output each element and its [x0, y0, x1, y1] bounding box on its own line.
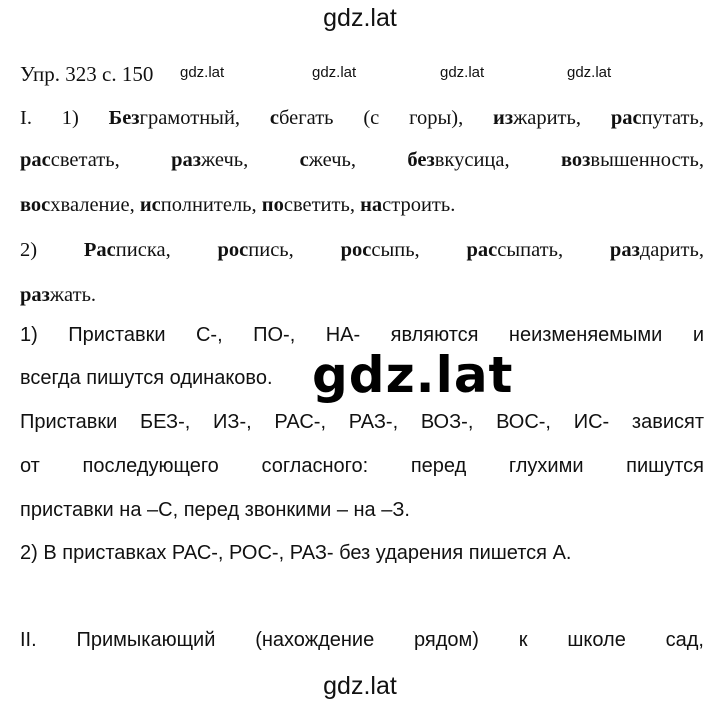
bold-prefix: рас	[20, 149, 51, 171]
rules-line-2: всегда пишутся одинаково.	[20, 367, 273, 389]
watermark-small-3: gdz.lat	[440, 64, 485, 81]
bold-prefix: на	[360, 194, 383, 216]
bold-prefix: рас	[466, 239, 498, 261]
watermark-bottom: gdz.lat	[323, 672, 397, 700]
bold-prefix: без	[407, 149, 435, 171]
bold-prefix: рос	[217, 239, 249, 261]
bold-prefix: ис	[139, 194, 161, 216]
rules-line-5: приставки на –С, перед звонкими – на –З.	[20, 499, 410, 521]
exercise-header: Упр. 323 с. 150	[20, 62, 154, 86]
bold-prefix: рос	[340, 239, 372, 261]
bold-prefix: вос	[20, 194, 51, 216]
watermark-center	[308, 346, 517, 404]
rules-line-1: 1) Приставки С-, ПО-, НА- являются неизменяемыми и	[20, 324, 704, 346]
bold-prefix: с	[299, 149, 309, 171]
bold-prefix: из	[493, 107, 514, 129]
bold-prefix: с	[269, 107, 279, 129]
bold-prefix: Без	[108, 107, 140, 129]
bold-prefix: по	[261, 194, 284, 216]
watermark-small-2: gdz.lat	[312, 64, 357, 81]
watermark-center-text: gdz.lat	[308, 346, 517, 404]
rules-line-3: Приставки БЕЗ-, ИЗ-, РАС-, РАЗ-, ВОЗ-, ВОС-, ИС- зависят	[20, 411, 704, 433]
part1-line-4: 2) Расписка, роспись, россыпь, рассыпать, раздарить,	[20, 239, 704, 261]
bold-prefix: раз	[609, 239, 640, 261]
bold-prefix: раз	[171, 149, 201, 171]
watermark-small-4: gdz.lat	[567, 64, 612, 81]
part1-line-5: разжать.	[20, 284, 97, 306]
part2-line-1: II. Примыкающий (нахождение рядом) к школе сад,	[20, 629, 704, 651]
rules-line-4: от последующего согласного: перед глухими пишутся	[20, 455, 704, 477]
watermark-top: gdz.lat	[323, 4, 397, 32]
bold-prefix: рас	[610, 107, 642, 129]
bold-prefix: раз	[20, 284, 50, 306]
rules-line-6: 2) В приставках РАС-, РОС-, РАЗ- без ударения пишется А.	[20, 542, 572, 564]
watermark-small-1: gdz.lat	[180, 64, 225, 81]
part1-line-2: рассветать, разжечь, сжечь, безвкусица, возвышенность,	[20, 149, 704, 171]
part1-line-3: восхваление, исполнитель, посветить, настроить.	[20, 194, 456, 216]
bold-prefix: Рас	[83, 239, 116, 261]
part1-line-1: I. 1) Безграмотный, сбегать (с горы), изжарить, распутать,	[20, 107, 704, 129]
bold-prefix: воз	[561, 149, 591, 171]
